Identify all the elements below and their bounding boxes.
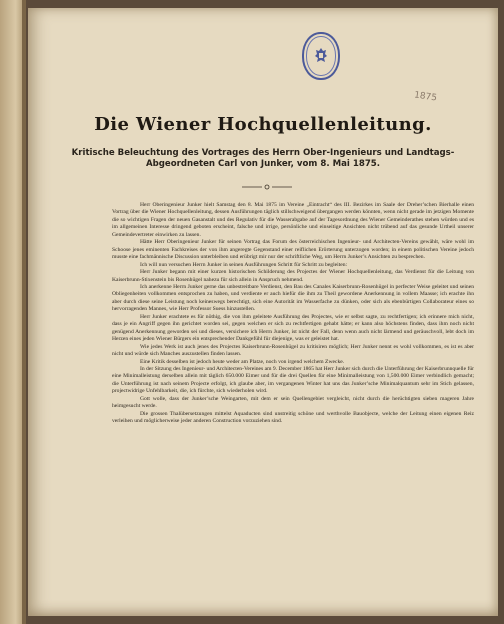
paragraph: Herr Junker erachtete es für nöthig, die von ihm geleitete Ausführung des Projectes, wie er selbst sagte, zu rechtfertigen; ich erinnere mich nicht, dass je ein Angriff gegen ihn gerichtet worden sei, gegen welchen er sich zu rechtfertigen gehabt hätte; er kann also höchstens finden, dass ihm noch nicht genügend Anerkennung geworden sei und dieses, versichere ich Herrn Junker, ist nicht der Fall, denn wenn auch nicht lärmend und geräuschvoll, lebt doch im Herzen eines jeden Wiener Bürgers ein entsprechender Dankgefühl für diejenige, was er geleistet hat.: [112, 313, 474, 343]
paragraph: Herr Oberingenieur Junker hielt Samstag den 8. Mai 1875 im Vereine „Eintracht“ des III. Bezirkes im Saale der Dreher’schen Bierhalle einen Vortrag über die Wiener Hochquellenleitung, dessen Ausführungen täglich stillschweigend übergangen werden könnten, wenn nicht gerade im jetzigen Momente die so wichtigen Fragen der neuen Gasanstalt und des Regulativ für die Wasserabgabe auf der Tagesordnung des Wiener Gemeinderathes stehen würden und es im allgemeinen Interesse dringend geboten erscheint, falsche und irrige, persönliche und einseitige Ansichten nicht trübend auf das gesunde Urtheil unserer Gemeindevertreter einwirken zu lassen.: [112, 202, 474, 238]
document-subtitle: Kritische Beleuchtung des Vortrages des Herrn Ober-Ingenieurs und Landtags-Abgeordneten Carl von Junker, vom 8. Mai 1875.: [71, 148, 455, 169]
paragraph: Wie jedes Werk ist auch jenes des Projectes Kaiserbrunn-Rosenhügel zu kritisiren möglich; Herr Junker nennt es wohl vollkommen, es ist es aber nicht und würde sich Manches auszustellen finden lassen.: [112, 343, 474, 358]
article-body: [112, 202, 474, 426]
document-title: Die Wiener Hochquellenleitung.: [94, 114, 432, 135]
ornament-divider: [242, 184, 292, 190]
handwritten-note: 1875: [413, 90, 438, 104]
paragraph: Die grossen Thalübersetzungen mittelst Aquaducten sind unstreitig schöne und werthvolle Bauobjecte, welche der Leitung einen eigenen Reiz verleihen und möglicherweise jeder anderen Construction vorzuziehen sind.: [112, 410, 474, 425]
paragraph: Gott wolle, dass der Junker’sche Weingarten, mit dem er sein Quellengebiet vergleicht, nicht durch die herüchtigten sieben mageren Jahre heimgesucht werde.: [112, 395, 474, 410]
crest-icon: [314, 47, 328, 65]
book-gutter: [22, 0, 26, 624]
document-page: [28, 8, 498, 616]
paragraph: Herr Junker begann mit einer kurzen historischen Schilderung des Projectes der Wiener Hochquellenleitung, das Verdienst für die Leitung von Kaiserbrunn-Stixenstein bis Rosenhügel nahezu für sich allein in Anspruch nehmend.: [112, 269, 474, 283]
paragraph: In der Sitzung des Ingenieur- und Architecten-Vereines am 9. December 1865 hat Herr Junker sich durch die Unterführung der Kaiserbrunnquelle für eine Minimalleistung derselben allein mit täglich 650.000 Eimer und für die drei Quellen für eine Minimalleistung von 1,500.000 Eimer verbindlich gemacht; die Unterführung ist nach seinem Projecte erfolgt, ich glaube aber, im vergangenen Winter hat uns das Junker’sche Minimalquantum sehr im Stich gelassen, projectwidrige Unfehlbarkeit, die, ich fürchte, sich wiederholen wird.: [112, 365, 474, 395]
paragraph: Eine Kritik desselben ist jedoch heute weder am Platze, noch von irgend welchem Zwecke.: [140, 358, 345, 365]
paragraph: Ich will nun versuchen Herrn Junker in seinen Ausführungen Schritt für Schritt zu begleiten:: [140, 261, 348, 268]
paragraph: Ich anerkenne Herrn Junker gerne das unbestreitbare Verdienst, den Bau des Canales Kaiserbrunn-Rosenhügel in perfecter Weise geleitet und seinen Obliegenheiten vollkommen entsprochen zu haben, und verdiente er auch hiefür die ihm zu Theil gewordene Anerkennung in vollem Maasse; ich erachte ihn aber durch diese seine Leistung noch keineswegs berechtigt, sich eine Autorität im Wasserfache zu dünken, oder sich als ebenbürtigen Collaborateur eines so hervorragenden Mannes, wie Herr Professor Suess hinzustellen.: [112, 283, 474, 313]
library-stamp: [302, 32, 340, 80]
paragraph: Hätte Herr Oberingenieur Junker für seinen Vortrag das Forum des österreichischen Ingenieur- und Architecten-Vereins gewählt, wäre wohl im Schoose jenes eminenten Fachkreises der von ihm angeregte Gegenstand einer reiflichen Erörterung unterzogen worden; in einem politischen Vereine jedoch musste eine fachmännische Discussion unterbleiben und erübrigt mir nur der schriftliche Weg, um Herrn Junker’s Ansichten zu besprechen.: [112, 239, 474, 261]
